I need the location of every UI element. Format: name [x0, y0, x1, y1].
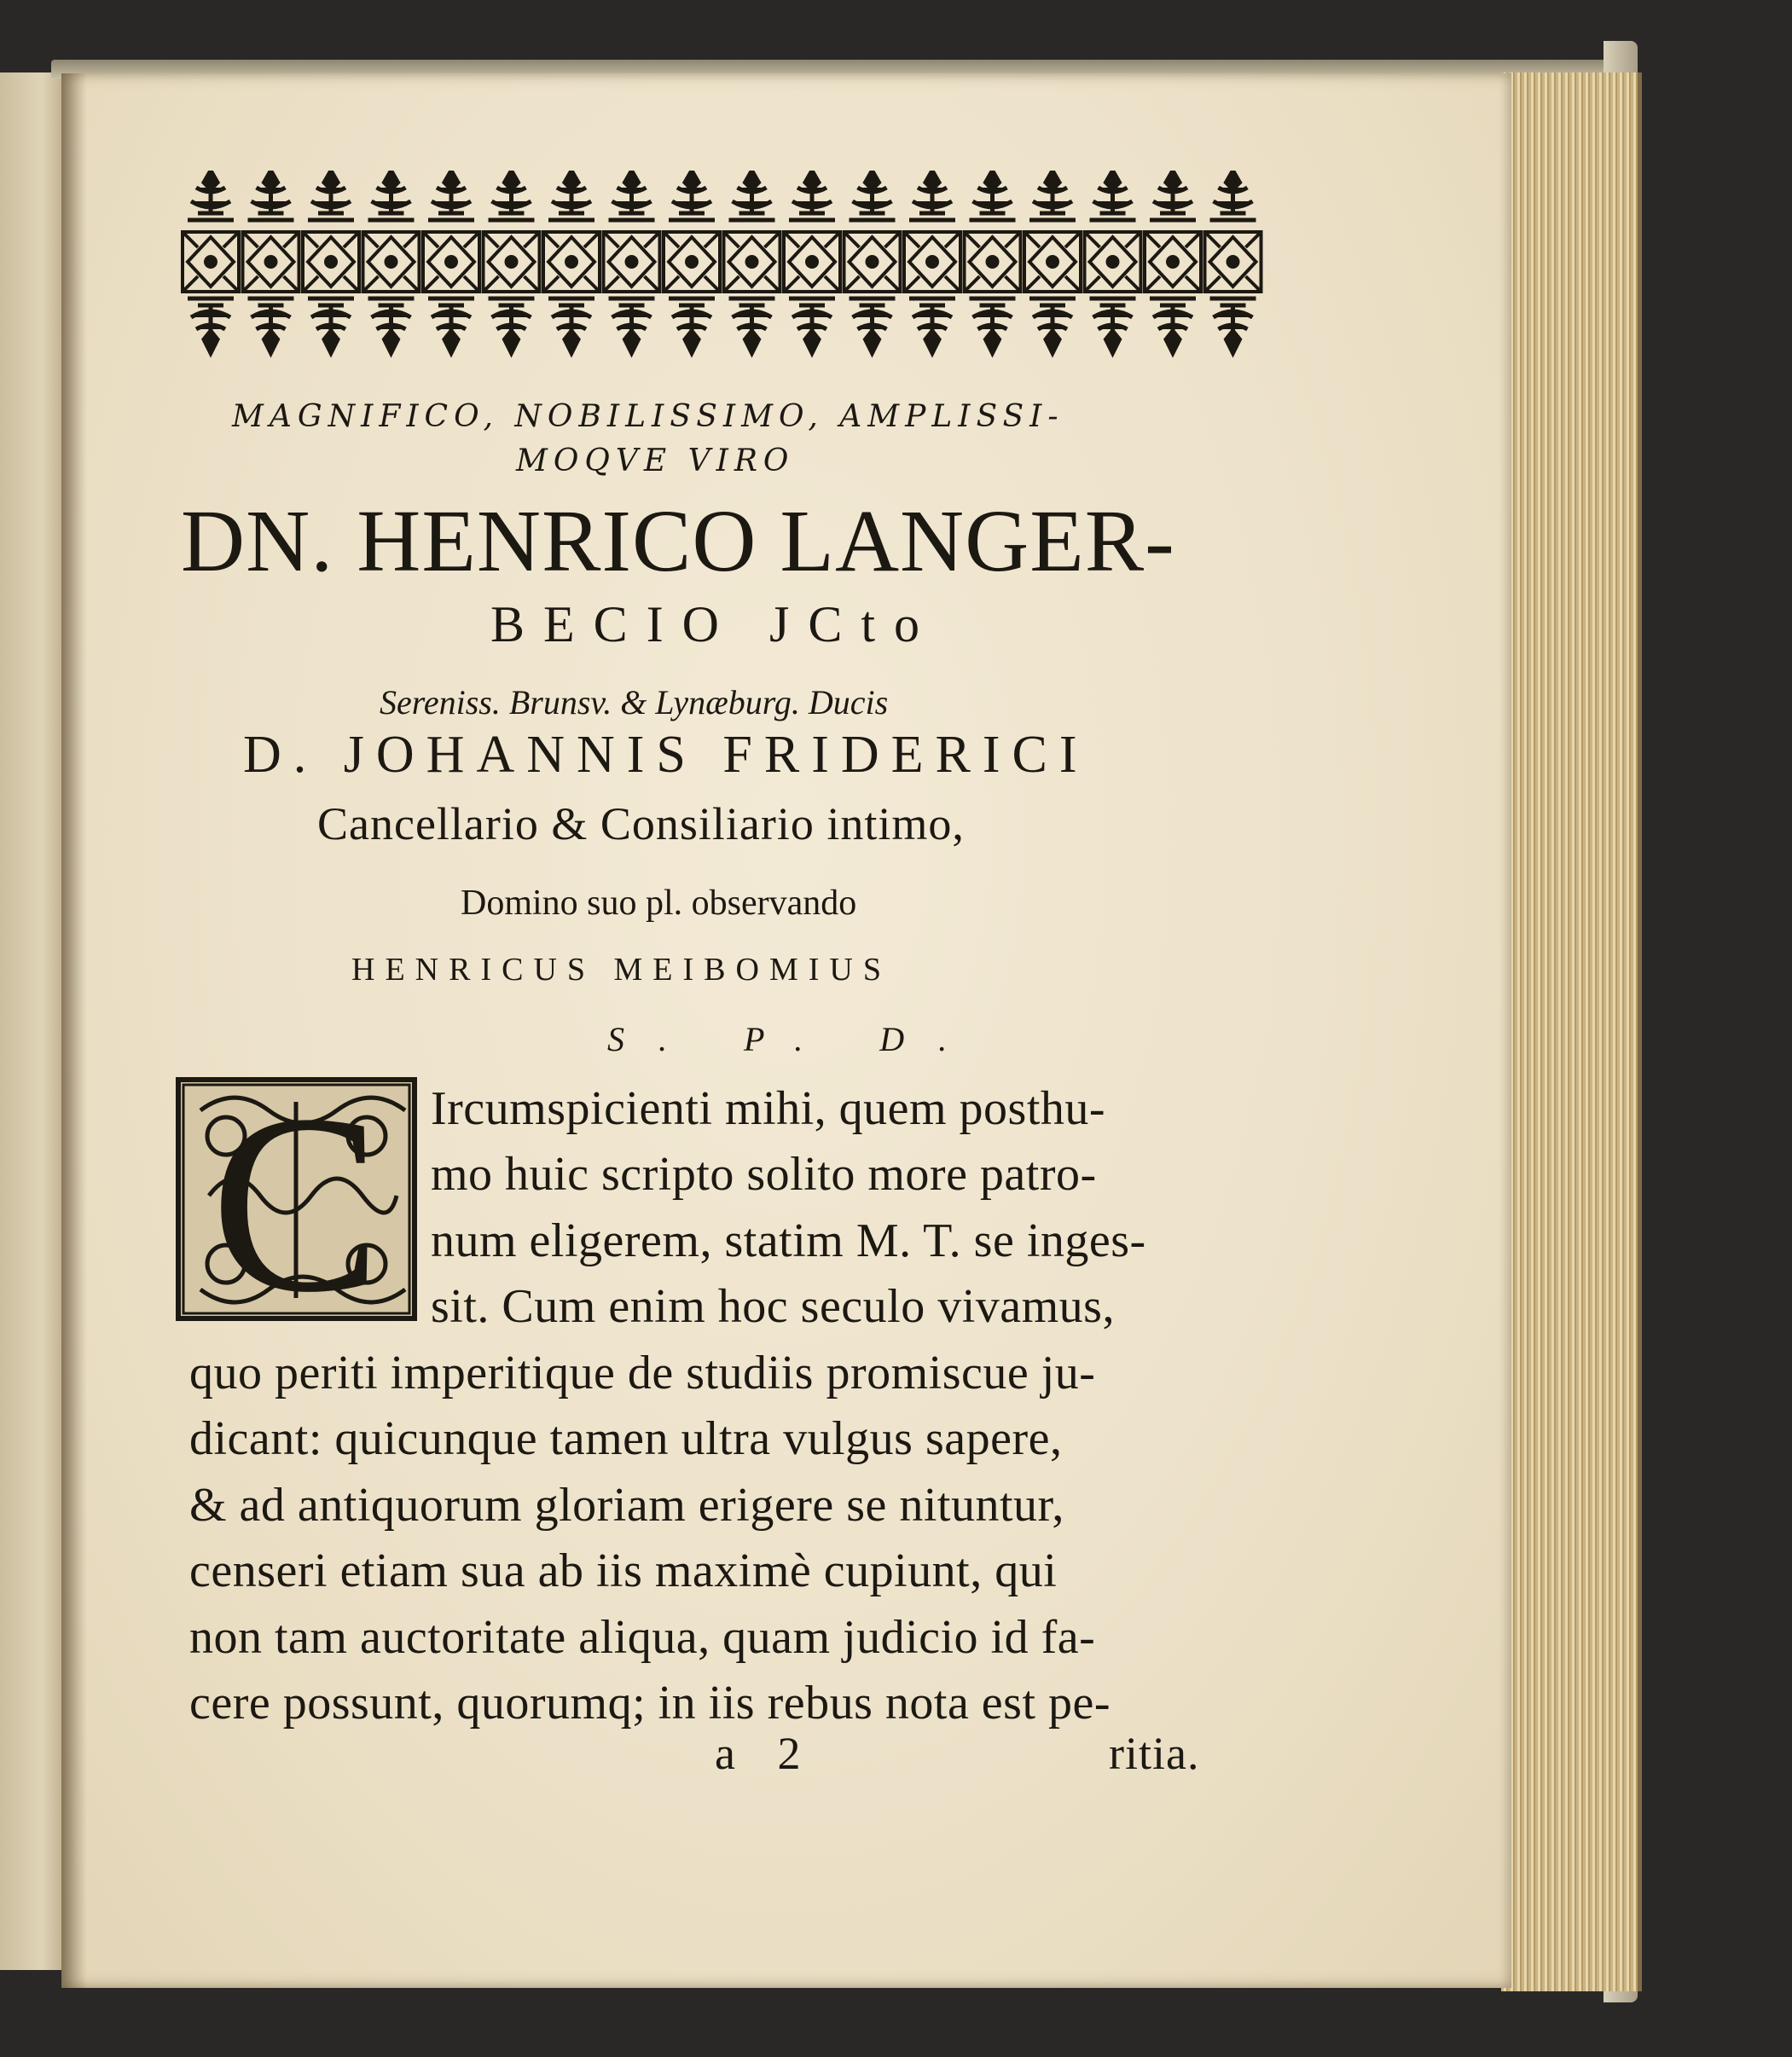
- recipient-name-line-2: BECIO JCto: [490, 596, 939, 652]
- body-line: Ircumspicienti mihi, quem posthu-: [431, 1082, 1106, 1135]
- dedication-header-line-2: MOQVE VIRO: [516, 443, 795, 478]
- body-line: censeri etiam sua ab iis maximè cupiunt, qui: [189, 1544, 1058, 1597]
- signature-mark: a 2: [715, 1728, 816, 1779]
- catchword: ritia.: [1109, 1728, 1200, 1779]
- dedication-header-line-1: MAGNIFICO, NOBILISSIMO, AMPLISSI-: [232, 399, 1064, 434]
- body-line: quo periti imperitique de studiis promiscue ju-: [189, 1347, 1096, 1399]
- body-line: dicant: quicunque tamen ultra vulgus sapere,: [189, 1412, 1063, 1465]
- body-line: non tam auctoritate aliqua, quam judicio id fa-: [189, 1611, 1096, 1664]
- salutation: S. P. D.: [607, 1020, 982, 1058]
- drop-cap-letter: C: [210, 1076, 382, 1322]
- body-line: & ad antiquorum gloriam erigere se nituntur,: [189, 1479, 1064, 1532]
- page-block-edge: [1501, 72, 1642, 1991]
- gutter-shadow: [61, 73, 87, 1988]
- ornamental-headpiece: [181, 171, 1264, 362]
- recipient-title-line-1: Sereniss. Brunsv. & Lynæburg. Ducis: [380, 683, 889, 721]
- recipient-title-line-3: Cancellario & Consiliario intimo,: [317, 798, 965, 849]
- recipient-title-line-4: Domino suo pl. observando: [461, 884, 857, 923]
- recipient-name-line-1: DN. HENRICO LANGER-: [181, 492, 1175, 590]
- decorated-initial: [175, 1076, 418, 1322]
- recipient-title-line-2: D. JOHANNIS FRIDERICI: [243, 726, 1089, 784]
- body-line: cere possunt, quorumq; in iis rebus nota est pe-: [189, 1677, 1111, 1730]
- body-line: sit. Cum enim hoc seculo vivamus,: [431, 1280, 1115, 1333]
- sender-name: HENRICUS MEIBOMIUS: [351, 952, 891, 988]
- body-line: num eligerem, statim M. T. se inges-: [431, 1214, 1146, 1267]
- body-line: mo huic scripto solito more patro-: [431, 1148, 1097, 1201]
